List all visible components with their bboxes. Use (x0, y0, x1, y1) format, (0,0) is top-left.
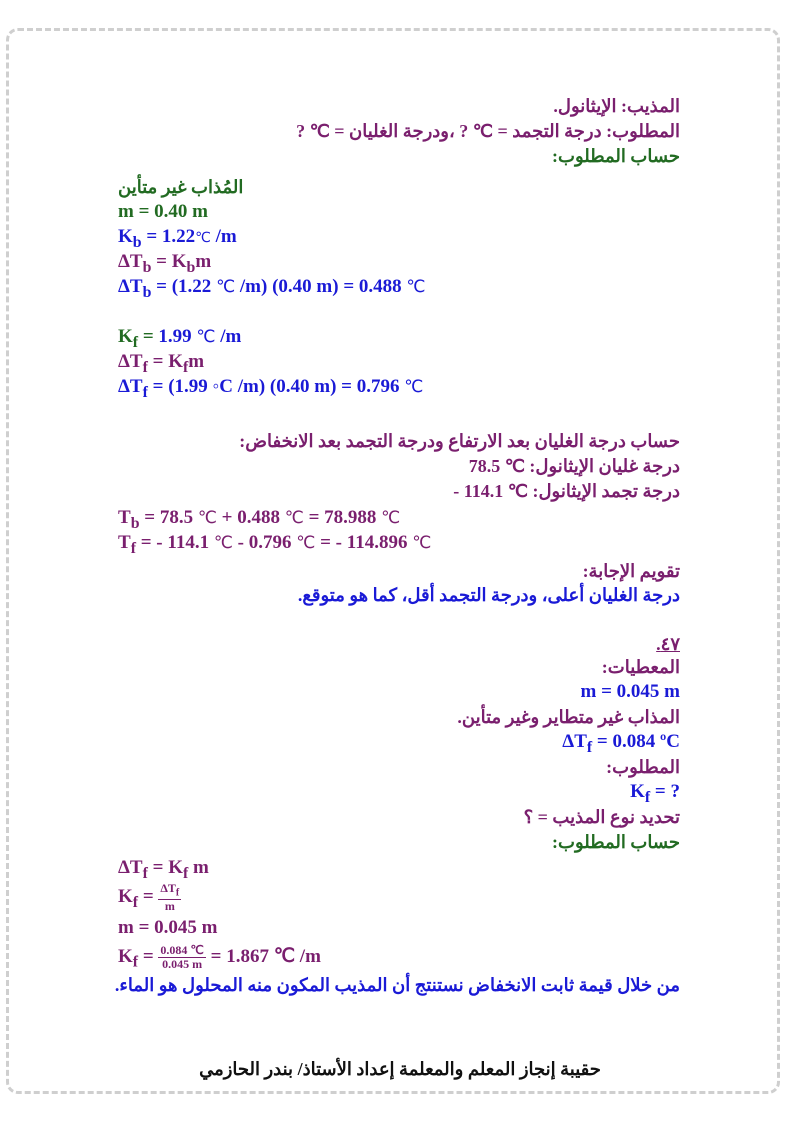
kb-line: $K_b$ = 1.22℃ /m (118, 226, 237, 251)
dtf-formula: $\Delta T_f = K_fm$ (118, 351, 205, 376)
dtb-calc: $\Delta T_b = (1.22$ ℃ /m) (0.40 m) = 0.488 ℃ (118, 276, 426, 301)
kf-rearranged: $K_f$ = $\frac{\Delta T_f}{m}$ (118, 881, 180, 914)
givens-dtf: $\Delta T_f = 0.084$ ºC (562, 731, 680, 756)
solvent-question: تحديد نوع المذيب = ؟ (523, 807, 680, 827)
eval-text: درجة الغليان أعلى، ودرجة التجمد أقل، كما هو متوقع. (297, 585, 680, 605)
required-line: المطلوب: درجة التجمد = ℃ ? ،ودرجة الغليان = ℃ ? (296, 121, 680, 141)
molality-line: m = 0.40 m (118, 201, 208, 222)
temps-heading: حساب درجة الغليان بعد الارتفاع ودرجة التجمد بعد الانخفاض: (239, 431, 680, 451)
nonvolatile-label: المُذاب غير متأين (118, 177, 244, 197)
molality-line-2: m = 0.045 m (118, 917, 218, 938)
question-number: ٤٧. (656, 634, 680, 654)
calc-heading: حساب المطلوب: (552, 146, 680, 166)
solvent-line: المذيب: الإيثانول. (553, 96, 680, 116)
dtb-formula: $\Delta T_b = K_bm$ (118, 251, 212, 276)
footer-credit: حقيبة إنجاز المعلم والمعلمة إعداد الأستاذ/ بندر الحازمي (199, 1059, 601, 1079)
eval-heading: تقويم الإجابة: (582, 561, 680, 581)
fp-ethanol-line: درجة تجمد الإيثانول: ℃ 114.1 - (453, 481, 680, 501)
solute-description: المذاب غير متطاير وغير متأين. (457, 707, 680, 727)
dtf-calc: $\Delta T_f = (1.99$ ◦C /m) (0.40 m) = 0.796 ℃ (118, 376, 424, 401)
tf-calc: $T_f$ = - 114.1 ℃ - 0.796 ℃ = - 114.896 ℃ (118, 532, 432, 557)
kf-line: $K_f = 1.99$ ℃ /m (118, 326, 242, 351)
tb-calc: $T_b = 78.5$ ℃ + 0.488 ℃ = 78.988 ℃ (118, 507, 401, 532)
givens-heading: المعطيات: (601, 657, 680, 677)
givens-molality: m = 0.045 m (580, 681, 680, 702)
kf-question: $K_f$ = ? (630, 781, 680, 806)
conclusion-text: من خلال قيمة ثابت الانخفاض نستنتج أن المذيب المكون منه المحلول هو الماء. (114, 975, 680, 995)
dtf-formula-2: $\Delta T_f = K_f$ m (118, 857, 209, 882)
bp-ethanol-line: درجة غليان الإيثانول: ℃ 78.5 (468, 456, 680, 476)
calc-heading-2: حساب المطلوب: (552, 832, 680, 852)
kf-calc: $K_f$ = $\frac{0.084 ℃}{0.045 m}$ = 1.867 ℃ /m (118, 943, 321, 971)
required-heading: المطلوب: (606, 757, 680, 777)
